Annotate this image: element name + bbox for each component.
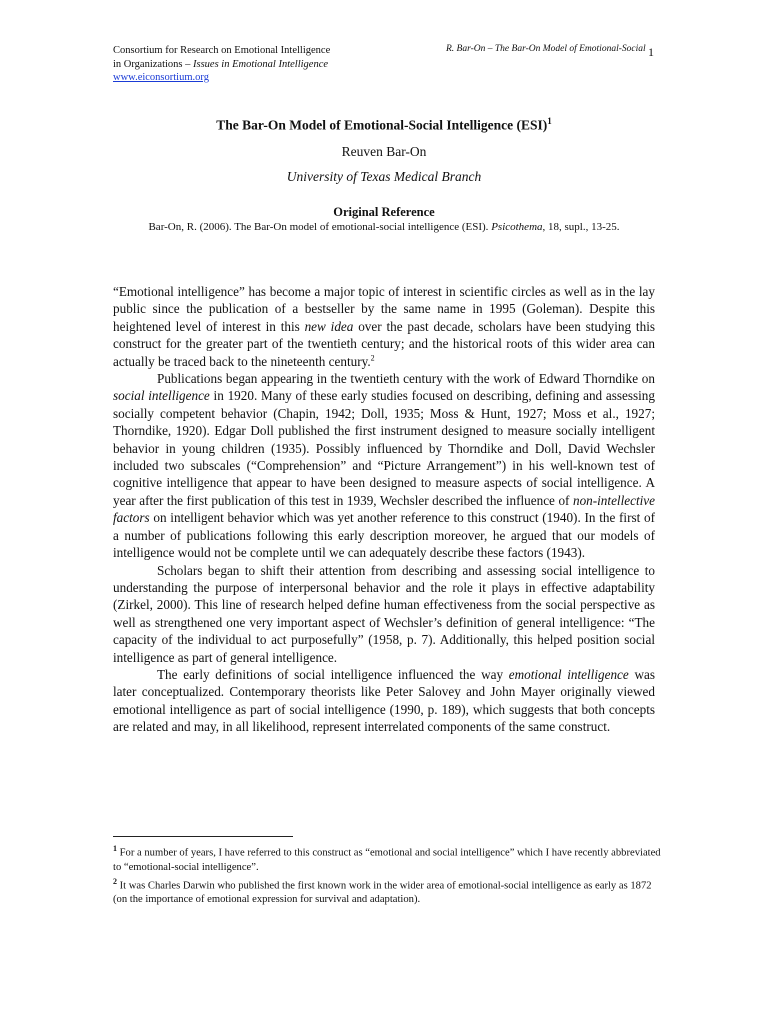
header-series: in Organizations – Issues in Emotional Intelligence [113, 58, 329, 70]
document-header [113, 44, 330, 85]
website-link[interactable]: www.eiconsortium.org [113, 72, 209, 83]
footnote-1: $^1$ For a number of years, I have referred to this construct as “emotional and social intelligence” which I have recently abbreviated to “emotional-social intelligence”. [113, 844, 661, 873]
article-title: The Bar-On Model of Emotional-Social Intelligence (ESI)$^1$ [216, 116, 552, 133]
paragraph-1: “Emotional intelligence” has become a major topic of interest in scientific circles as well as in the lay public since the publication of a bestseller by the same name in 1995 (Goleman). Despite this heightened level of interest in this new idea over the past decade, scholars have been studying this construct for the greater part of the twentieth century; and the historical roots of this wider area can actually be traced back to the nineteenth century.$^2$ [113, 284, 655, 369]
footnote-ref-2: 2 [370, 353, 375, 363]
paragraph-3: Scholars began to shift their attention from describing and assessing social intelligence to understanding the purpose of interpersonal behavior and the role it plays in effective adaptability (Zirkel, 2000). This line of research helped define human effectiveness from the social perspective as well as strengthened one very important aspect of Wechsler’s definition of general intelligence: “The capacity of the individual to act purposefully” (1958, p. 7). Additionally, this helped position social intelligence as part of general intelligence. [113, 562, 655, 665]
article-body [113, 283, 655, 736]
title-footnote-mark: 1 [547, 116, 552, 126]
running-title: R. Bar-On – The Bar-On Model of Emotional-Social [446, 44, 646, 54]
footnote-divider [113, 836, 293, 837]
author-affiliation: University of Texas Medical Branch [286, 169, 482, 184]
footnotes [113, 842, 661, 907]
author-name: Reuven Bar-On [341, 144, 427, 159]
header-organization: Consortium for Research on Emotional Intelligence [113, 45, 331, 56]
footnote-2: $^2$ It was Charles Darwin who published the first known work in the wider area of emotional-social intelligence as early as 1872 (on the importance of emotional expression for survival and adaptation). [113, 876, 652, 906]
journal-name: Psicothema [491, 221, 543, 233]
paragraph-2: Publications began appearing in the twentieth century with the work of Edward Thorndike on social intelligence in 1920. Many of these early studies focused on describing, defining and assessing socially competent behavior (Chapin, 1942; Doll, 1935; Moss & Hunt, 1927; Moss et al., 1927; Thorndike, 1920). Edgar Doll published the first instrument designed to measure socially intelligent behavior in young children (1935). Possibly influenced by Thorndike and Doll, David Wechsler included two subscales (“Comprehension” and “Picture Arrangement”) in his well-known test of cognitive intelligence that appear to have been designed to measure aspects of social intelligence. A year after the first publication of this test in 1939, Wechsler described the influence of non-intellective factors on intelligent behavior which was yet another reference to this construct (1940). In the first of a number of publications following this early description moreover, he argued that our models of intelligence would not be complete until we can adequately describe these factors (1943). [113, 371, 655, 561]
original-reference-citation: Bar-On, R. (2006). The Bar-On model of emotional-social intelligence (ESI). Psicothema, 18, supl., 13-25. [148, 221, 620, 233]
page-number: 1 [648, 45, 654, 59]
original-reference-heading: Original Reference [333, 205, 435, 219]
header-series-title: Issues in Emotional Intelligence [193, 58, 329, 70]
paragraph-4: The early definitions of social intelligence influenced the way emotional intelligence was later conceptualized. Contemporary theorists like Peter Salovey and John Mayer originally viewed emotional intelligence as part of social intelligence (1990, p. 189), which suggests that both concepts are related and may, in all likelihood, represent interrelated components of the same construct. [113, 666, 655, 735]
